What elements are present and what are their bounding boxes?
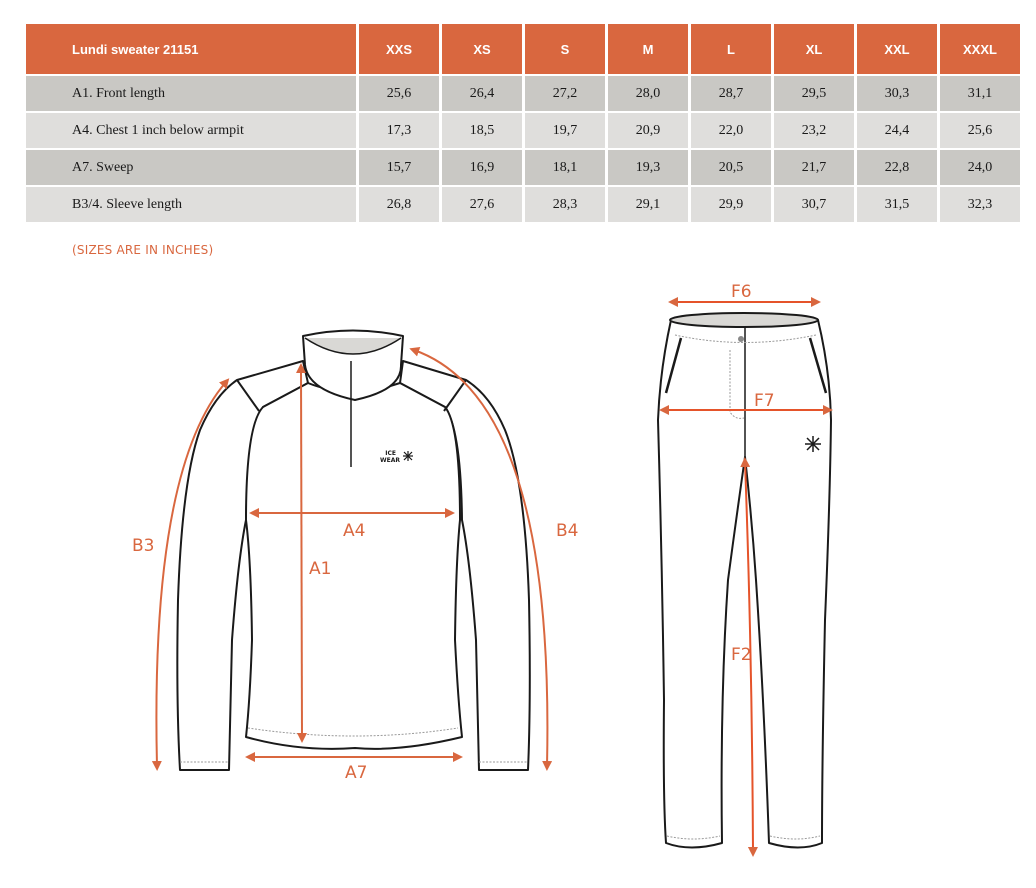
size-header-xxs: XXS [359, 24, 439, 74]
snowflake-icon [805, 436, 821, 452]
label-a4: A4 [343, 521, 366, 541]
table-cell: 32,3 [940, 187, 1020, 222]
table-cell: 30,7 [774, 187, 854, 222]
svg-text:WEAR: WEAR [380, 457, 400, 464]
size-header-l: L [691, 24, 771, 74]
row-label: B3/4. Sleeve length [26, 187, 356, 222]
table-cell: 22,8 [857, 150, 937, 185]
label-f7: F7 [754, 391, 775, 411]
table-cell: 20,5 [691, 150, 771, 185]
table-cell: 30,3 [857, 76, 937, 111]
row-label: A1. Front length [26, 76, 356, 111]
row-label: A4. Chest 1 inch below armpit [26, 113, 356, 148]
table-cell: 16,9 [442, 150, 522, 185]
label-f2: F2 [731, 645, 752, 665]
table-cell: 24,0 [940, 150, 1020, 185]
table-cell: 19,3 [608, 150, 688, 185]
table-cell: 26,8 [359, 187, 439, 222]
table-cell: 18,5 [442, 113, 522, 148]
table-title: Lundi sweater 21151 [26, 24, 356, 74]
label-f6: F6 [731, 282, 752, 302]
size-header-xs: XS [442, 24, 522, 74]
table-cell: 18,1 [525, 150, 605, 185]
table-cell: 27,2 [525, 76, 605, 111]
label-a7: A7 [345, 763, 368, 783]
snowflake-icon [403, 451, 413, 461]
table-cell: 27,6 [442, 187, 522, 222]
size-header-xxxl: XXXL [940, 24, 1020, 74]
size-header-xl: XL [774, 24, 854, 74]
table-cell: 29,9 [691, 187, 771, 222]
button-icon [738, 336, 744, 342]
table-cell: 15,7 [359, 150, 439, 185]
row-label: A7. Sweep [26, 150, 356, 185]
a1-arrow [301, 368, 302, 738]
size-header-m: M [608, 24, 688, 74]
table-cell: 29,5 [774, 76, 854, 111]
pants-outline [658, 313, 831, 848]
table-cell: 24,4 [857, 113, 937, 148]
units-note: (SIZES ARE IN INCHES) [72, 243, 214, 257]
table-cell: 31,5 [857, 187, 937, 222]
label-b3: B3 [132, 536, 155, 556]
label-b4: B4 [556, 521, 579, 541]
table-cell: 25,6 [940, 113, 1020, 148]
table-cell: 19,7 [525, 113, 605, 148]
table-cell: 20,9 [608, 113, 688, 148]
table-cell: 25,6 [359, 76, 439, 111]
table-cell: 22,0 [691, 113, 771, 148]
svg-text:ICE: ICE [385, 450, 396, 457]
table-cell: 28,0 [608, 76, 688, 111]
table-cell: 26,4 [442, 76, 522, 111]
size-header-xxl: XXL [857, 24, 937, 74]
size-header-s: S [525, 24, 605, 74]
table-cell: 29,1 [608, 187, 688, 222]
table-cell: 28,3 [525, 187, 605, 222]
table-cell: 21,7 [774, 150, 854, 185]
table-cell: 17,3 [359, 113, 439, 148]
table-cell: 31,1 [940, 76, 1020, 111]
table-cell: 28,7 [691, 76, 771, 111]
label-a1: A1 [309, 559, 332, 579]
table-cell: 23,2 [774, 113, 854, 148]
